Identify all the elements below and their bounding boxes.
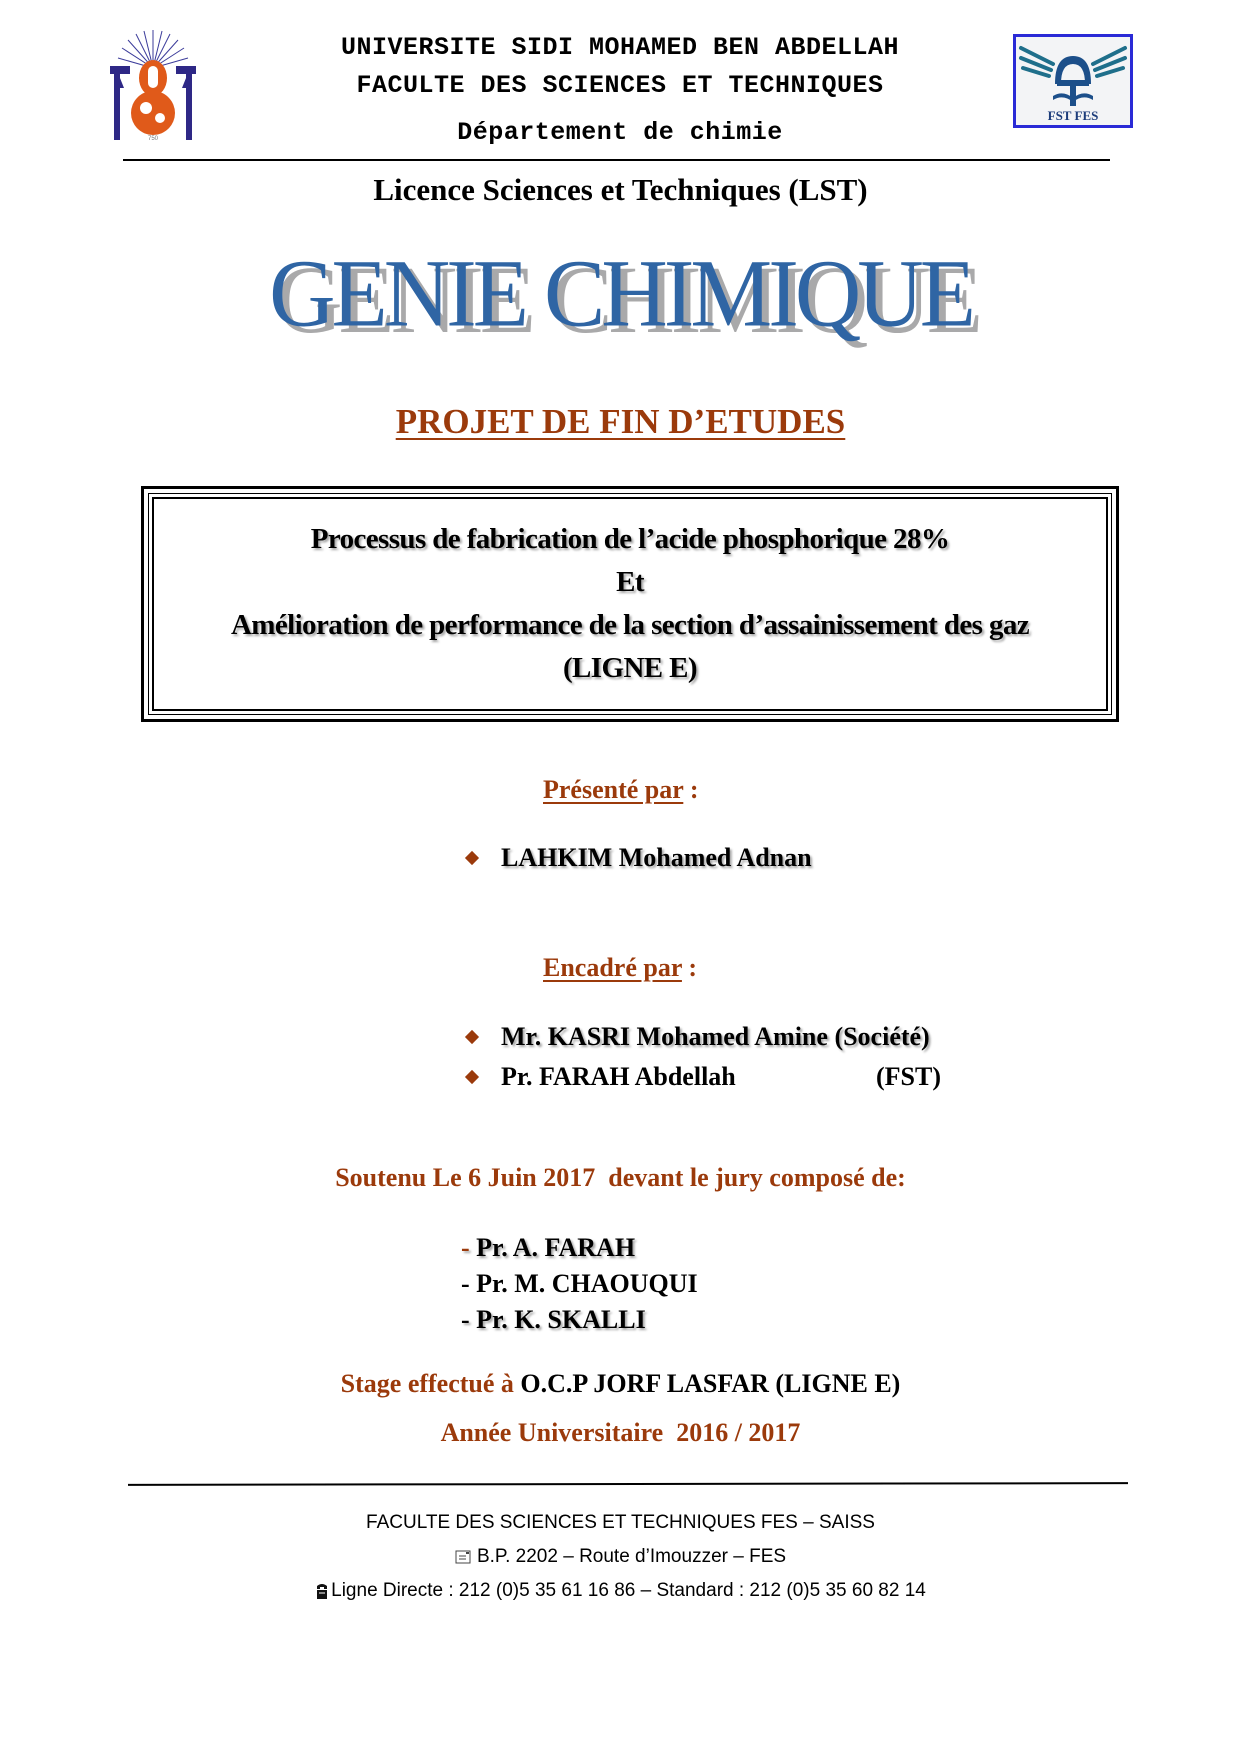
university-name: UNIVERSITE SIDI MOHAMED BEN ABDELLAH [340, 33, 900, 62]
thesis-title-line-2: Et [616, 566, 644, 598]
supervised-by-colon: : [681, 953, 698, 982]
thesis-title-line-3: Amélioration de performance de la section d’assainissement des gaz [230, 609, 1030, 641]
telephone-icon [315, 1582, 329, 1600]
thesis-title-line-1: Processus de fabrication de l’acide phosphorique 28% [310, 523, 950, 555]
fst-logo-icon [1013, 34, 1133, 128]
department-name: Département de chimie [457, 118, 783, 147]
specialty-title: GENIE CHIMIQUE [269, 239, 972, 347]
svg-text:FST FES: FST FES [1047, 108, 1099, 123]
svg-text:750: 750 [147, 136, 159, 142]
thesis-title-box [141, 486, 1119, 722]
mailbox-icon [455, 1549, 471, 1565]
supervised-by-heading [543, 953, 697, 983]
footer-address-text: B.P. 2202 – Route d’Imouzzer – FES [476, 1546, 787, 1567]
footer-address [0, 1546, 1241, 1568]
student-name: LAHKIM Mohamed Adnan [501, 843, 812, 872]
jury-member [461, 1302, 698, 1338]
document-type [0, 402, 1241, 442]
supervisor-item [467, 1022, 930, 1052]
jury-member [461, 1266, 698, 1302]
jury-member [461, 1230, 698, 1266]
jury-member-name: Pr. A. FARAH [476, 1233, 636, 1262]
presented-by-label: Présenté par [543, 775, 684, 804]
footer-divider [128, 1482, 1128, 1486]
usmba-logo [108, 28, 198, 143]
document-type-label: PROJET DE FIN D’ETUDES [395, 402, 846, 441]
supervisor-item [467, 1062, 941, 1092]
jury-member-name: Pr. K. SKALLI [476, 1305, 646, 1334]
university-emblem-icon [108, 28, 198, 143]
supervisor-affiliation: (Société) [834, 1022, 930, 1051]
internship-place: O.C.P JORF LASFAR (LIGNE E) [520, 1369, 901, 1398]
internship-prefix: Stage effectué à [340, 1369, 521, 1398]
program-name: Licence Sciences et Techniques (LST) [373, 172, 868, 207]
supervisor-affiliation: (FST) [876, 1062, 941, 1091]
header-divider [123, 159, 1110, 161]
academic-year: Année Universitaire 2016 / 2017 [440, 1418, 801, 1447]
supervised-by-label: Encadré par [543, 953, 682, 982]
diamond-bullet-icon [465, 851, 479, 865]
presented-by-heading [543, 775, 698, 805]
thesis-title-line-4: (LIGNE E) [563, 652, 697, 684]
footer-phones [0, 1580, 1241, 1602]
footer-phones-text: Ligne Directe : 212 (0)5 35 61 16 86 – Standard : 212 (0)5 35 60 82 14 [331, 1580, 926, 1601]
presented-by-colon: : [683, 775, 699, 804]
student-item [467, 843, 812, 873]
supervisor-name: Mr. KASRI Mohamed Amine [501, 1022, 828, 1051]
faculty-name: FACULTE DES SCIENCES ET TECHNIQUES [356, 71, 884, 100]
supervisor-name: Pr. FARAH Abdellah [501, 1062, 736, 1091]
diamond-bullet-icon [465, 1070, 479, 1084]
footer-faculty: FACULTE DES SCIENCES ET TECHNIQUES FES – SAISS [366, 1512, 875, 1533]
internship-location [0, 1369, 1241, 1399]
defense-statement: Soutenu Le 6 Juin 2017 devant le jury composé de: [335, 1163, 906, 1192]
jury-dash: - [461, 1305, 470, 1334]
jury-member-name: Pr. M. CHAOUQUI [476, 1269, 698, 1298]
fst-fes-logo [1013, 34, 1133, 128]
diamond-bullet-icon [465, 1030, 479, 1044]
jury-dash: - [461, 1233, 470, 1262]
jury-dash: - [461, 1269, 470, 1298]
jury-list [461, 1230, 698, 1338]
